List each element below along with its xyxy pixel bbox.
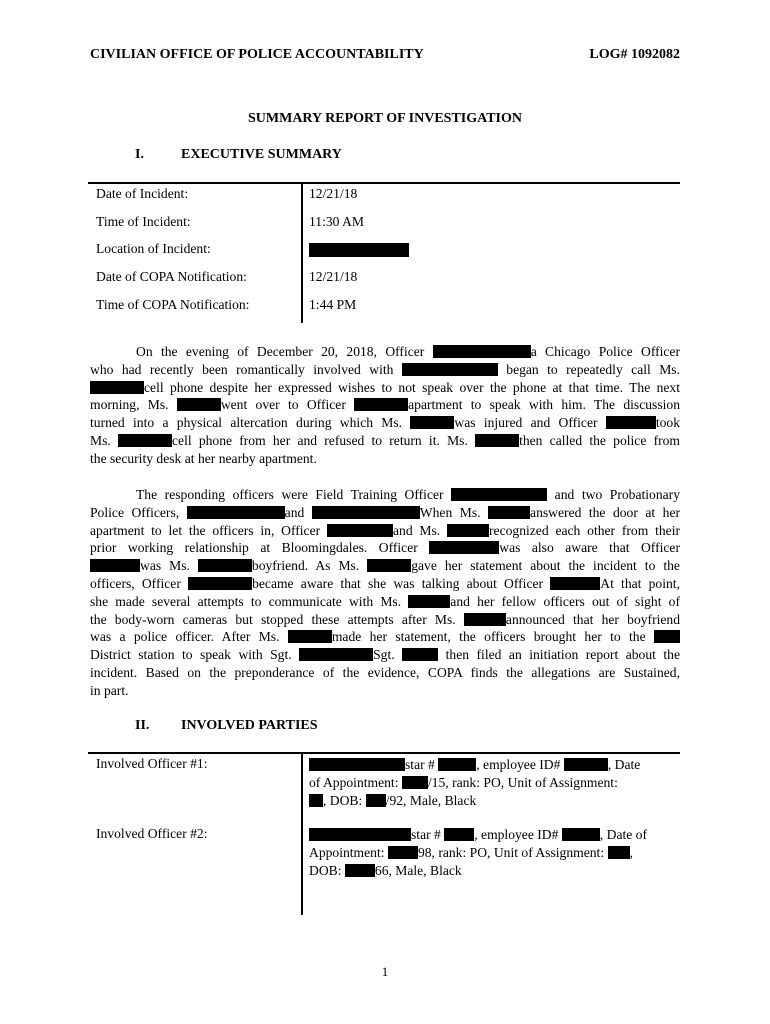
redaction-block xyxy=(488,506,530,519)
redaction-block xyxy=(187,506,285,519)
text-span: , employee ID# xyxy=(474,827,559,842)
redaction-block xyxy=(177,398,221,411)
redaction-block xyxy=(444,828,474,841)
redaction-block xyxy=(654,630,680,643)
redaction-block xyxy=(354,398,408,411)
redaction-block xyxy=(312,506,420,519)
text-line xyxy=(90,361,680,379)
text-span: The responding officers were Field Training Officer xyxy=(136,487,444,502)
redaction-block xyxy=(564,758,608,771)
section-title: INVOLVED PARTIES xyxy=(181,718,318,733)
text-span: District station to speak with Sgt. xyxy=(90,647,292,663)
text-span: morning, Ms. xyxy=(90,397,169,413)
redaction-block xyxy=(451,488,547,501)
section-number: II. xyxy=(135,718,150,733)
section-number: I. xyxy=(135,147,144,162)
redaction-block xyxy=(402,648,438,661)
redaction-block xyxy=(410,416,454,429)
text-span: of Appointment: xyxy=(309,774,399,790)
redaction-block xyxy=(309,758,405,771)
text-span: began to repeatedly call Ms. xyxy=(506,361,680,377)
value-time-of-incident: 11:30 AM xyxy=(309,214,365,229)
text-span: prior working relationship at Bloomingdales. Officer xyxy=(90,540,418,556)
text-span: officers, Officer xyxy=(90,575,181,591)
text-line xyxy=(90,557,680,575)
text-span: and two Probationary xyxy=(554,487,681,502)
text-line xyxy=(309,862,681,880)
text-span: Ms. xyxy=(90,432,111,448)
text-span: and xyxy=(284,504,305,520)
text-span: was a police officer. After Ms. xyxy=(90,629,280,645)
text-span: /92, Male, Black xyxy=(385,792,477,808)
table-top-rule xyxy=(88,752,680,754)
redaction-block xyxy=(408,595,450,608)
text-span: became aware that she was talking about Officer xyxy=(252,575,544,591)
redaction-block xyxy=(90,381,144,394)
text-line xyxy=(90,414,680,432)
text-span: /15, rank: PO, Unit of Assignment: xyxy=(427,774,618,790)
redaction-block xyxy=(447,524,489,537)
redaction-block xyxy=(429,541,499,554)
executive-summary-paragraph-1 xyxy=(90,343,680,468)
involved-officer-2-details xyxy=(309,826,681,879)
redaction-block xyxy=(562,828,600,841)
label-location-of-incident: Location of Incident: xyxy=(96,241,211,256)
text-span: star # xyxy=(411,827,441,842)
redaction-block xyxy=(438,758,476,771)
text-line xyxy=(90,522,680,540)
text-line xyxy=(309,774,681,792)
text-line xyxy=(90,379,680,397)
value-copa-notification-date: 12/21/18 xyxy=(309,269,358,284)
value-copa-notification-time: 1:44 PM xyxy=(309,297,357,312)
text-span: made her statement, the officers brought her to the xyxy=(331,629,646,645)
executive-summary-paragraph-2 xyxy=(90,486,680,700)
text-span: 98, rank: PO, Unit of Assignment: xyxy=(417,844,605,860)
section-title: EXECUTIVE SUMMARY xyxy=(181,147,342,162)
header-left: CIVILIAN OFFICE OF POLICE ACCOUNTABILITY xyxy=(90,47,424,62)
label-copa-notification-date: Date of COPA Notification: xyxy=(96,269,247,284)
redaction-block xyxy=(309,828,411,841)
table-top-rule xyxy=(88,182,680,184)
redaction-block xyxy=(464,613,506,626)
text-span: apartment to let the officers in, Officer xyxy=(90,522,321,538)
text-span: Police Officers, xyxy=(90,504,180,520)
text-span: then called the police from xyxy=(519,432,680,448)
redaction-block xyxy=(327,524,393,537)
text-line xyxy=(90,450,680,468)
table-column-divider xyxy=(301,753,303,915)
text-line xyxy=(90,682,680,700)
text-span: When Ms. xyxy=(419,504,481,520)
text-line xyxy=(90,575,680,593)
redaction-block xyxy=(309,243,409,257)
text-line xyxy=(309,756,681,774)
header-log-number: LOG# 1092082 xyxy=(589,47,680,62)
text-span: cell phone from her and refused to return it. Ms. xyxy=(172,432,468,448)
text-span: On the evening of December 20, 2018, Officer xyxy=(136,344,425,359)
text-line xyxy=(90,432,680,450)
text-span: was injured and Officer xyxy=(454,415,598,431)
text-span: who had recently been romantically involved with xyxy=(90,361,394,377)
text-span: boyfriend. As Ms. xyxy=(251,558,360,574)
text-span: , DOB: xyxy=(323,792,363,808)
label-date-of-incident: Date of Incident: xyxy=(96,186,189,201)
redaction-block xyxy=(288,630,332,643)
text-span: Sgt. xyxy=(373,647,395,663)
redaction-block xyxy=(90,559,140,572)
text-span: answered the door at her xyxy=(530,504,681,520)
table-column-divider xyxy=(301,183,303,323)
redaction-block xyxy=(299,648,373,661)
text-span: , xyxy=(629,844,633,860)
text-span: incident. Based on the preponderance of the evidence, COPA finds the allegations are Sustained, xyxy=(90,664,680,680)
text-line xyxy=(90,504,680,522)
label-time-of-incident: Time of Incident: xyxy=(96,214,191,229)
text-span: , Date xyxy=(607,757,641,772)
text-span: the security desk at her nearby apartment. xyxy=(90,450,317,466)
redaction-block xyxy=(188,577,252,590)
text-line xyxy=(90,486,680,504)
text-span: in part. xyxy=(90,682,129,698)
text-span: , Date of xyxy=(599,827,648,842)
redaction-block xyxy=(198,559,252,572)
text-line xyxy=(90,611,680,629)
text-span: At that point, xyxy=(600,575,680,591)
text-line xyxy=(309,826,681,844)
text-span: she made several attempts to communicate with Ms. xyxy=(90,593,402,609)
redaction-block xyxy=(402,776,428,789)
redaction-block xyxy=(367,559,411,572)
text-span: went over to Officer xyxy=(220,397,346,413)
text-line xyxy=(90,628,680,646)
text-span: then filed an initiation report about the xyxy=(445,647,680,663)
redaction-block xyxy=(402,363,498,376)
redaction-block xyxy=(388,846,418,859)
text-span: DOB: xyxy=(309,862,342,878)
text-span: announced that her boyfriend xyxy=(505,611,680,627)
text-span: the body-worn cameras but stopped these attempts after Ms. xyxy=(90,611,456,627)
text-span: 66, Male, Black xyxy=(374,862,462,878)
label-copa-notification-time: Time of COPA Notification: xyxy=(96,297,250,312)
text-span: star # xyxy=(405,757,435,772)
text-line xyxy=(90,664,680,682)
involved-officer-1-details xyxy=(309,756,681,809)
text-line xyxy=(309,844,681,862)
redaction-block xyxy=(475,434,519,447)
redaction-block xyxy=(550,577,600,590)
label-involved-officer-2: Involved Officer #2: xyxy=(96,826,208,841)
text-span: apartment to speak with him. The discussion xyxy=(408,397,680,413)
redaction-block xyxy=(366,794,386,807)
text-span: Appointment: xyxy=(309,844,385,860)
redaction-block xyxy=(608,846,630,859)
text-span: was also aware that Officer xyxy=(499,540,680,556)
text-span: cell phone despite her expressed wishes to not speak over the phone at that time. The next xyxy=(144,379,680,395)
text-line xyxy=(90,646,680,664)
label-involved-officer-1: Involved Officer #1: xyxy=(96,756,208,771)
redaction-block xyxy=(118,434,172,447)
document-title: SUMMARY REPORT OF INVESTIGATION xyxy=(248,111,522,126)
value-date-of-incident: 12/21/18 xyxy=(309,186,358,201)
text-line xyxy=(90,396,680,414)
text-span: and Ms. xyxy=(392,522,441,538)
text-span: turned into a physical altercation during which Ms. xyxy=(90,415,403,431)
text-line xyxy=(90,539,680,557)
text-line xyxy=(90,593,680,611)
text-span: and her fellow officers out of sight of xyxy=(450,593,680,609)
redaction-block xyxy=(309,794,323,807)
text-span: , employee ID# xyxy=(476,757,561,772)
redaction-block xyxy=(433,345,531,358)
redaction-block xyxy=(345,864,375,877)
page-number: 1 xyxy=(381,964,389,979)
text-line xyxy=(90,343,680,361)
text-span: a Chicago Police Officer xyxy=(530,344,680,359)
text-span: recognized each other from their xyxy=(489,522,681,538)
text-span: gave her statement about the incident to the xyxy=(411,558,680,574)
text-line xyxy=(309,792,681,810)
text-span: took xyxy=(655,415,680,431)
redaction-block xyxy=(606,416,656,429)
text-span: was Ms. xyxy=(140,558,190,574)
